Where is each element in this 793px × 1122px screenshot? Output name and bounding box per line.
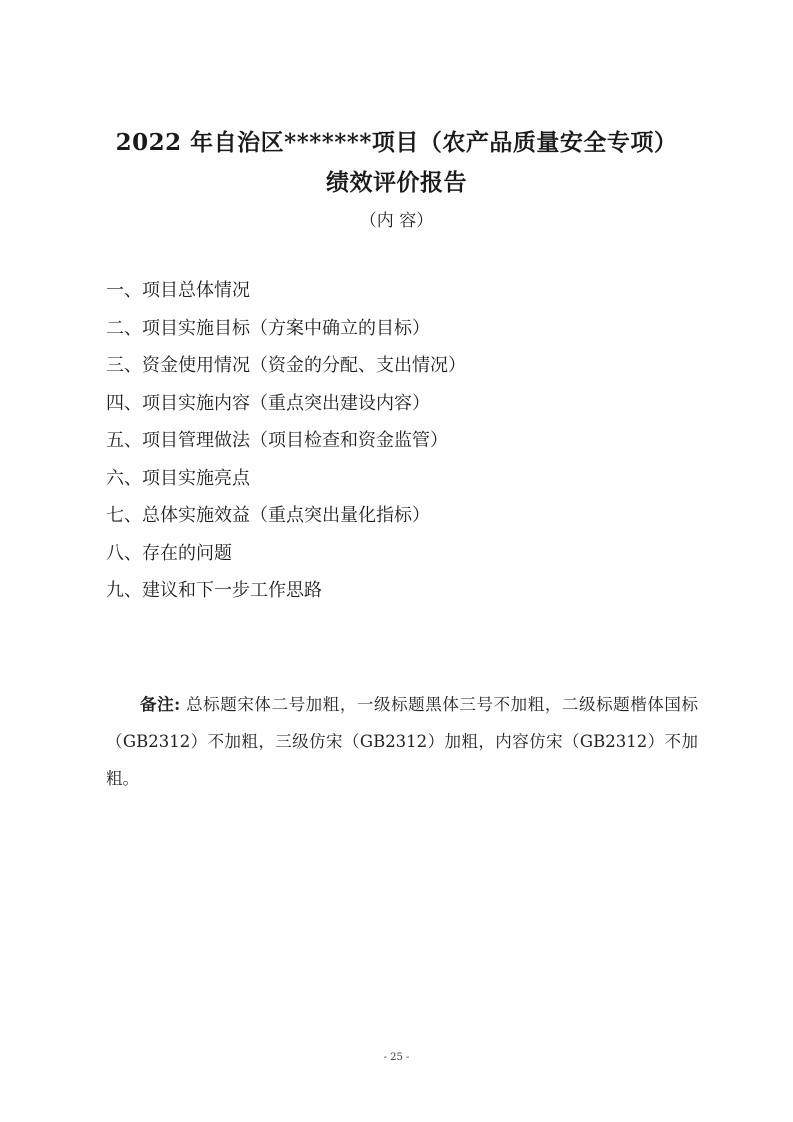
- outline-item-7: 七、总体实施效益（重点突出量化指标）: [106, 505, 430, 526]
- formatting-note: [106, 686, 698, 797]
- outline-item-1: 一、项目总体情况: [106, 280, 250, 301]
- report-title-line-2: 绩效评价报告: [326, 169, 467, 196]
- outline-item-6: 六、项目实施亮点: [106, 467, 250, 489]
- outline-item-4: 四、项目实施内容（重点突出建设内容）: [106, 392, 430, 414]
- outline-item-3: 三、资金使用情况（资金的分配、支出情况）: [106, 355, 466, 376]
- outline-item-8: 八、存在的问题: [106, 542, 232, 564]
- note-label: 备注:: [140, 695, 181, 714]
- page-number: - 25 -: [383, 1052, 410, 1063]
- outline-item-9: 九、建议和下一步工作思路: [106, 580, 322, 601]
- report-title-line-1: 2022 年自治区*******项目（农产品质量安全专项）: [115, 129, 678, 156]
- outline-item-2: 二、项目实施目标（方案中确立的目标）: [106, 317, 430, 339]
- report-subtitle: （内 容）: [359, 211, 434, 231]
- outline-item-5: 五、项目管理做法（项目检查和资金监管）: [106, 430, 448, 451]
- note-text: 总标题宋体二号加粗，一级标题黑体三号不加粗，二级标题楷体国标（GB2312）不加粗，三级仿宋（GB2312）加粗，内容仿宋（GB2312）不加粗。: [106, 695, 699, 788]
- formatting-note-paragraph: [106, 686, 698, 797]
- content-outline: [106, 278, 746, 616]
